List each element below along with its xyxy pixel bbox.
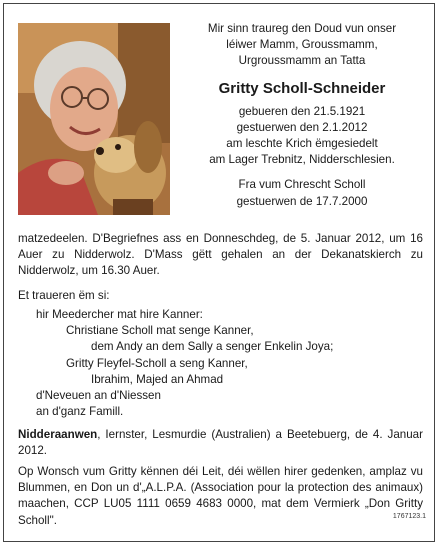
funeral-details: matzedeelen. D'Begriefnes ass en Donneschdeg, de 5. Januar 2012, um 16 Auer zu Nidderwolz. D'Mass gëtt gehalen an der Dekanatskierch zu Nidderwolz, um 16.30 Auer. [18, 232, 423, 278]
detail-line: gebueren den 21.5.1921 [238, 104, 366, 118]
mourner-line: Christiane Scholl mat senge Kanner, [66, 324, 254, 338]
intro-line: Urgroussmamm an Tatta [238, 54, 366, 68]
place-date [18, 427, 423, 459]
announcement-header [182, 21, 422, 210]
detail-line: gestuerwen den 2.1.2012 [236, 120, 368, 134]
mourner-line: hir Meedercher mat hire Kanner: [36, 308, 203, 321]
mourner-line: d'Neveuen an d'Niessen [36, 389, 161, 403]
mourner-line: an d'ganz Famill. [36, 405, 124, 419]
place-rest: , Iernster, Lesmurdie (Australien) a Beetebuerg, de 4. Januar 2012. [18, 428, 423, 458]
detail-line: am leschte Krich ëmgesiedelt [226, 137, 378, 151]
portrait-photo [18, 23, 170, 215]
donation-wish: Op Wonsch vum Gritty kënnen déi Leit, déi wëllen hirer gedenken, amplaz vu Blummen, en Don un d'„A.L.P.A. (Association pour la protection des animaux) maachen, CCP LU05 1111 0659 4683 0000, mat dem Vermierk „Don Gritty Scholl". [18, 465, 423, 527]
mourner-line: dem Andy an dem Sally a senger Enkelin Joya; [91, 340, 334, 354]
intro-line: Mir sinn traureg den Doud vun onser [207, 22, 397, 35]
mourners-heading: Et traueren ëm si: [18, 289, 110, 302]
mourner-line: Ibrahim, Majed an Ahmad [91, 372, 224, 386]
mourner-line: Gritty Fleyfel-Scholl a seng Kanner, [66, 356, 248, 370]
reference-number: 1767123.1 [392, 513, 426, 520]
spouse-line: Fra vum Chrescht Scholl [238, 178, 366, 192]
detail-line: am Lager Trebnitz, Nidderschlesien. [209, 153, 395, 167]
intro-line: léiwer Mamm, Groussmamm, [226, 38, 378, 52]
deceased-name: Gritty Scholl-Schneider [218, 79, 386, 97]
mourners-list [36, 307, 333, 420]
place-bold: Nidderaanwen [18, 428, 98, 441]
spouse-line: gestuerwen de 17.7.2000 [236, 194, 368, 208]
